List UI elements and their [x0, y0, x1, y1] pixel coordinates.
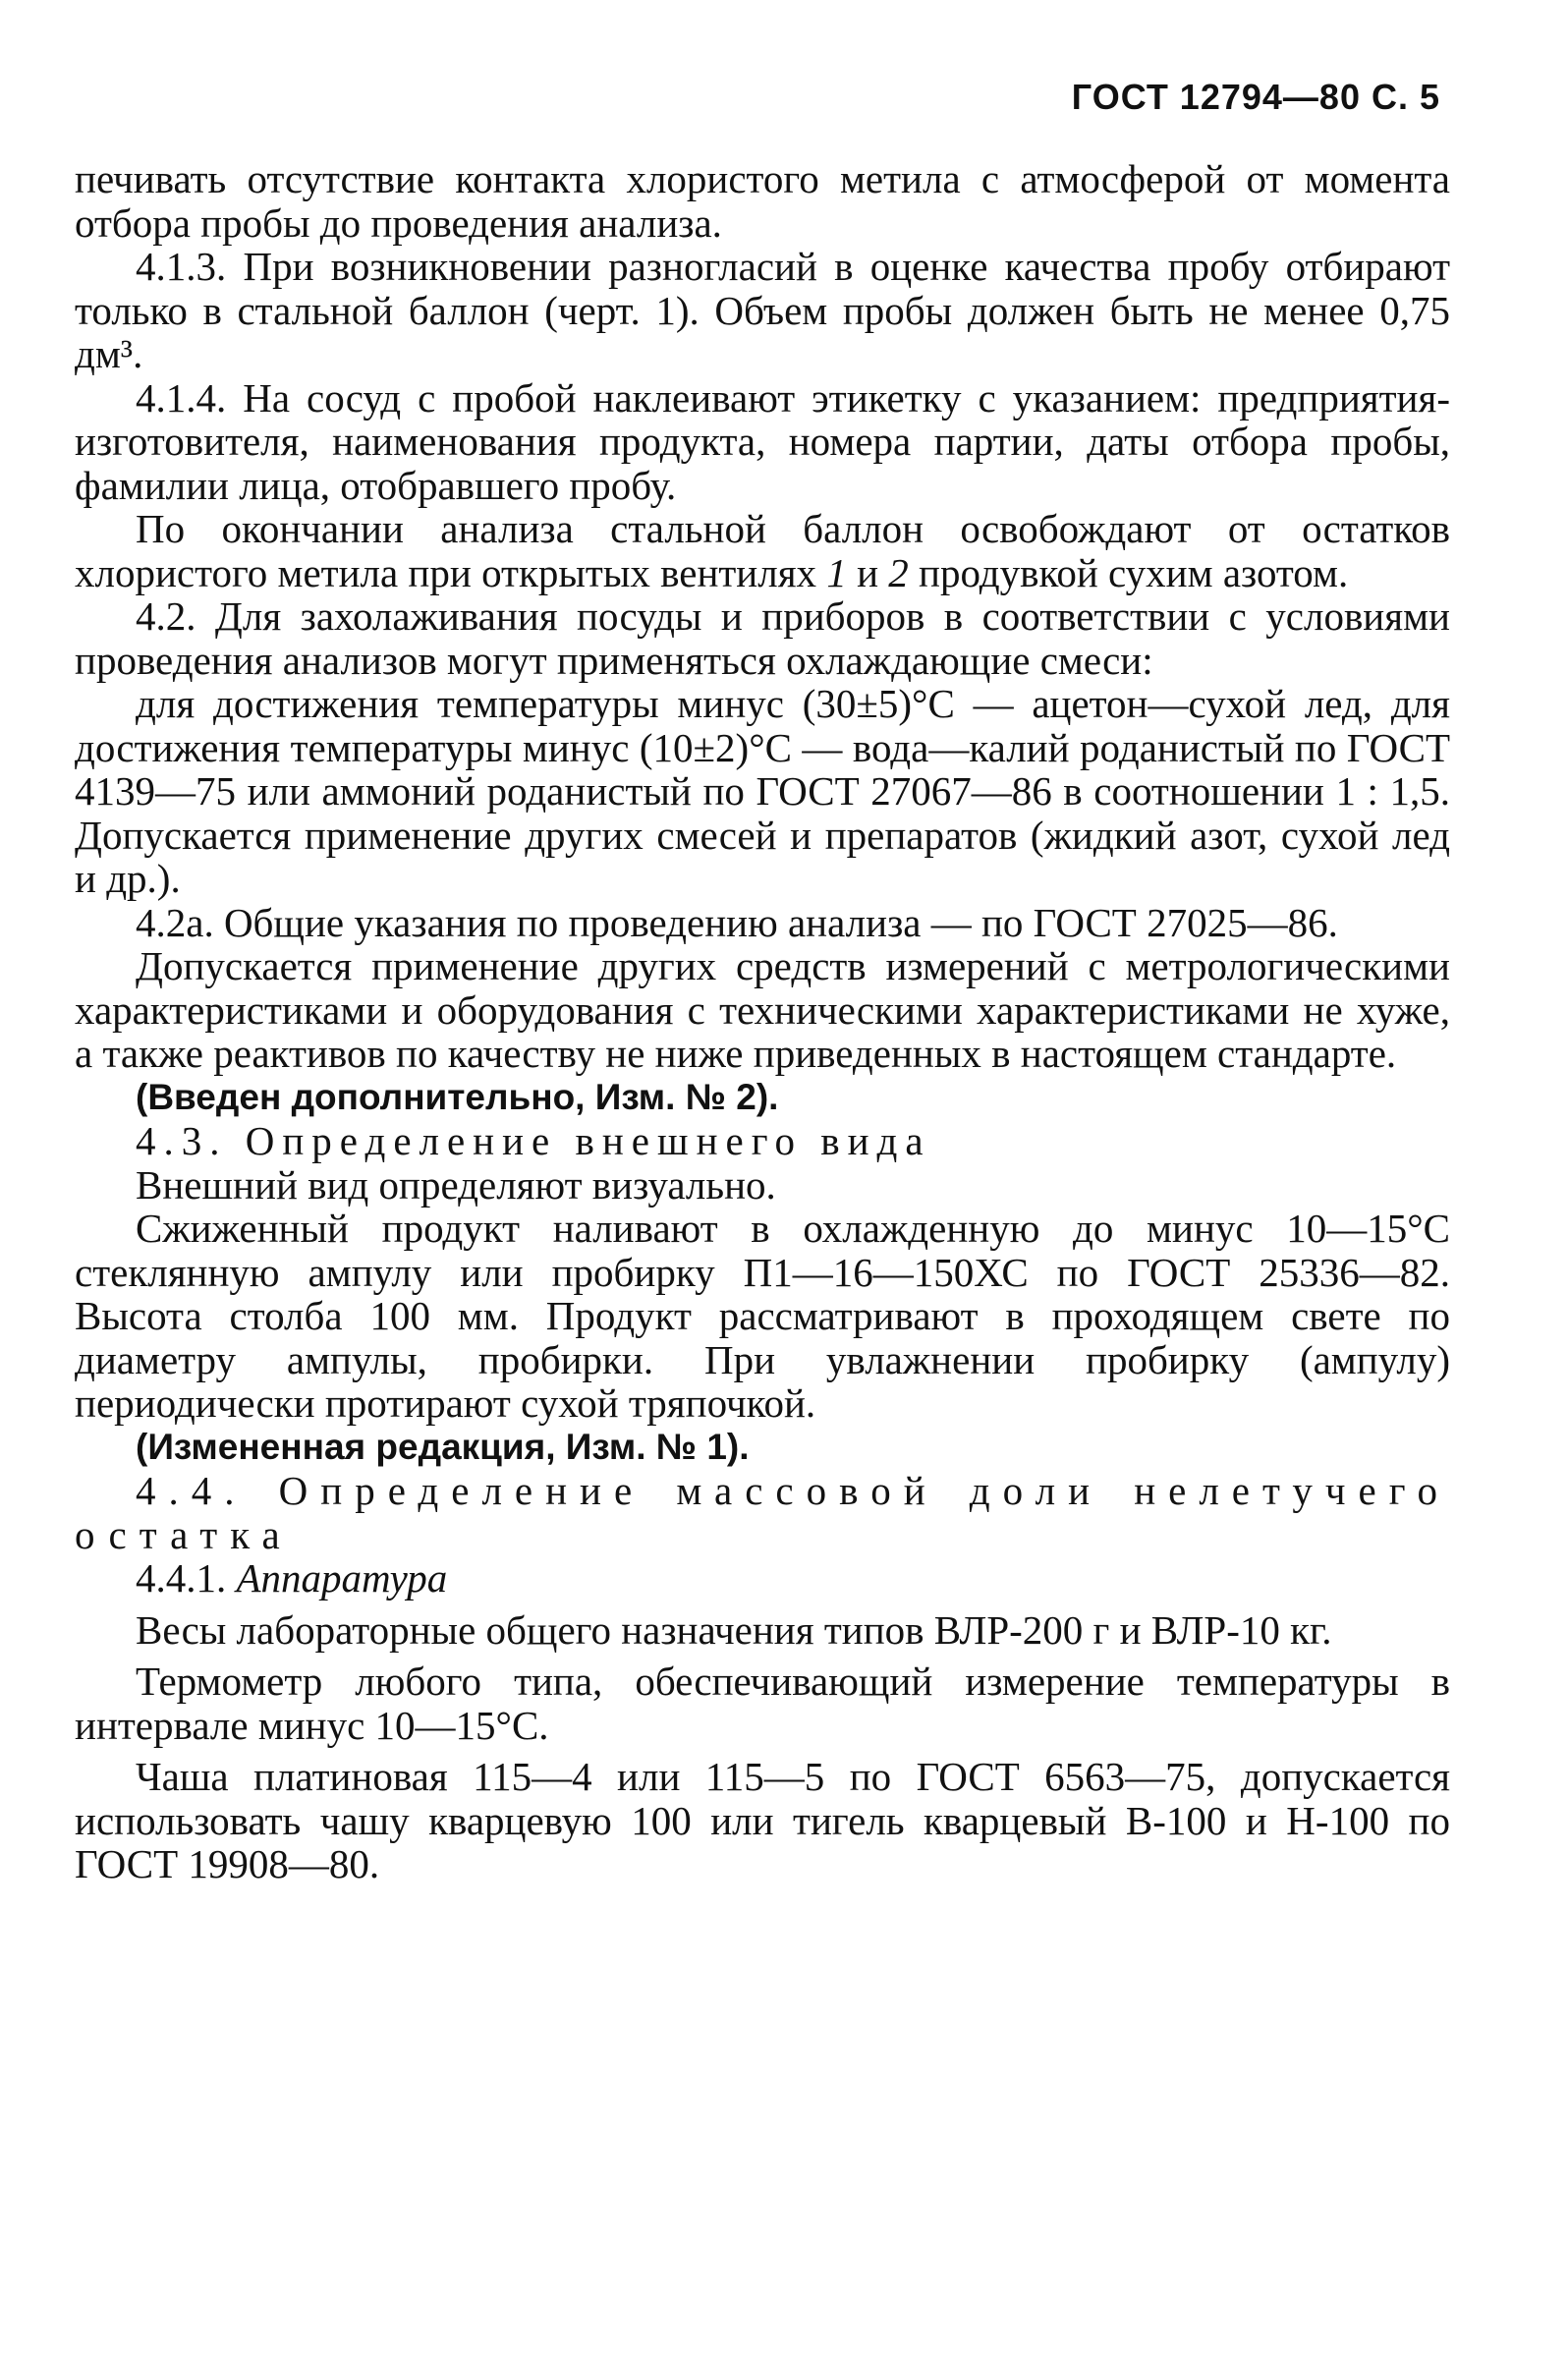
- paragraph-continuation: печивать отсутствие контакта хлористого метила с атмосферой от момента отбора пробы до проведения анализа.: [75, 156, 1450, 246]
- subsection-4-4-1: [75, 1556, 1450, 1601]
- paragraph-4-2: 4.2. Для захолаживания посуды и приборов в соответствии с условиями проведения анализов могут применяться охлаждающие смеси:: [75, 593, 1450, 683]
- paragraph-4-2a: 4.2а. Общие указания по проведению анализа — по ГОСТ 27025—86.: [136, 899, 1338, 945]
- purge-text-start: По окончании анализа стальной баллон освобождают от остатков хлористого метила при открытых вентилях: [75, 506, 1450, 595]
- running-header: ГОСТ 12794—80 С. 5: [1071, 77, 1440, 117]
- amendment-note-2: (Введен дополнительно, Изм. № 2).: [136, 1076, 779, 1117]
- amendment-note-1: (Измененная редакция, Изм. № 1).: [136, 1426, 750, 1467]
- subsection-number: 4.4.1.: [136, 1555, 237, 1601]
- document-body: [75, 157, 1450, 1886]
- valve-1-ref: 1: [826, 549, 847, 595]
- paragraph-cylinder-purge: [75, 507, 1450, 594]
- paragraph-4-1-3: 4.1.3. При возникновении разногласий в оценке качества пробу отбирают только в стальной баллон (черт. 1). Объем пробы должен быть не менее 0,75 дм³.: [75, 244, 1450, 376]
- section-heading-4-3: 4.3. Определение внешнего вида: [136, 1118, 931, 1163]
- valve-2-ref: 2: [888, 549, 909, 595]
- purge-text-mid: и: [846, 549, 889, 595]
- subsection-title: Аппаратура: [236, 1555, 448, 1601]
- purge-text-end: продувкой сухим азотом.: [908, 549, 1349, 595]
- paragraph-cooling-mixtures: для достижения температуры минус (30±5)°С — ацетон—сухой лед, для достижения температуры минус (10±2)°С — вода—калий роданистый по ГОСТ 4139—75 или аммоний роданистый по ГОСТ 27067—86 в соотношении 1 : 1,5. Допускается применение других смесей и препаратов (жидкий азот, сухой лед и др.).: [75, 681, 1450, 901]
- paragraph-4-1-4: 4.1.4. На сосуд с пробой наклеивают этикетку с указанием: предприятия-изготовителя, наименования продукта, номера партии, даты отбора пробы, фамилии лица, отобравшего пробу.: [75, 374, 1450, 508]
- paragraph-liquefied-product: Сжиженный продукт наливают в охлажденную до минус 10—15°С стеклянную ампулу или пробирку П1—16—150ХС по ГОСТ 25336—82. Высота столба 100 мм. Продукт рассматривают в проходящем свете по диаметру ампулы, пробирки. При увлажнении пробирку (ампулу) периодически протирают сухой тряпочкой.: [75, 1206, 1450, 1426]
- section-heading-4-4: 4.4. Определение массовой доли нелетучего остатка: [75, 1468, 1450, 1557]
- paragraph-visual-check: Внешний вид определяют визуально.: [136, 1161, 776, 1208]
- paragraph-platinum-dish: Чаша платиновая 115—4 или 115—5 по ГОСТ 6563—75, допускается использовать чашу кварцевую 100 или тигель кварцевый В-100 и Н-100 по ГОСТ 19908—80.: [75, 1754, 1450, 1886]
- paragraph-thermometer: Термометр любого типа, обеспечивающий измерение температуры в интервале минус 10—15°С.: [75, 1658, 1450, 1748]
- paragraph-scales: Весы лабораторные общего назначения типов ВЛР-200 г и ВЛР-10 кг.: [136, 1606, 1332, 1653]
- paragraph-alternatives: Допускается применение других средств измерений с метрологическими характеристиками и оборудования с техническими характеристиками не хуже, а также реактивов по качеству не ниже приведенных в настоящем стандарте.: [75, 943, 1450, 1076]
